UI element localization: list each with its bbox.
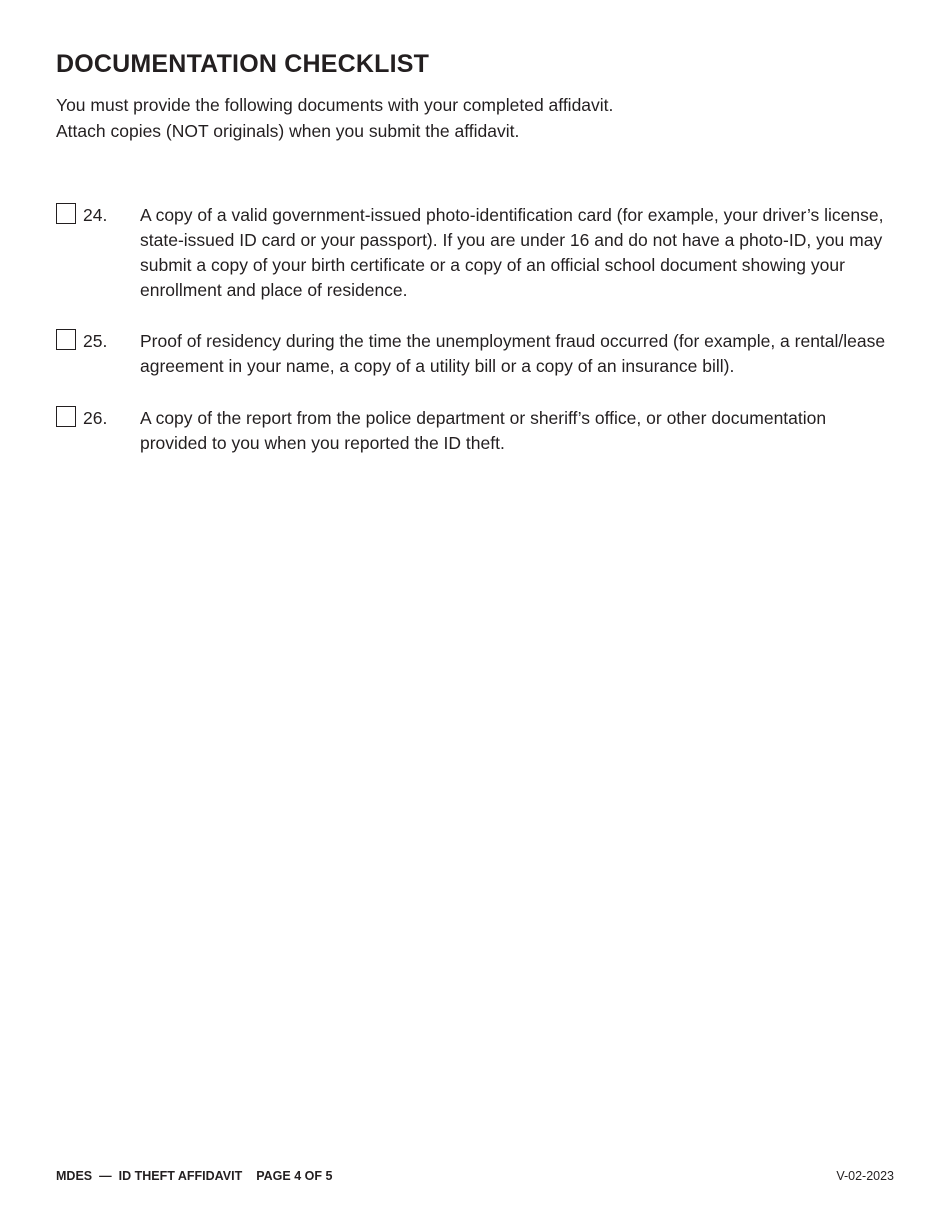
checklist-item-26: [56, 406, 896, 466]
footer-page-indicator: PAGE 4 OF 5: [256, 1169, 333, 1183]
footer-version: V-02-2023: [836, 1169, 894, 1183]
footer-agency: MDES: [56, 1169, 93, 1183]
documentation-checklist: [56, 203, 896, 466]
item-text: Proof of residency during the time the unemployment fraud occurred (for example, a rental/lease agreement in your name, a copy of a utility bill or a copy of an insurance bill).: [140, 331, 886, 376]
item-number: 24.: [83, 205, 108, 225]
item-text: A copy of a valid government-issued photo-identification card (for example, your driver’s license, state-issued ID card or your passport). If you are under 16 and do not have a photo-ID, you may submit a copy of your birth certificate or a copy of an official school document showing your enrollment and place of residence.: [140, 205, 884, 300]
checklist-item-25: [56, 329, 896, 406]
page-title: DOCUMENTATION CHECKLIST: [56, 50, 430, 78]
checkbox-item-26[interactable]: [56, 406, 76, 427]
intro-text: [56, 93, 896, 144]
item-number: 26.: [83, 408, 108, 428]
footer-form-name: ID THEFT AFFIDAVIT: [118, 1169, 243, 1183]
checklist-item-24: [56, 203, 896, 329]
item-number: 25.: [83, 331, 108, 351]
checkbox-item-24[interactable]: [56, 203, 76, 224]
footer-separator: —: [99, 1169, 112, 1183]
footer-form-info: [56, 1169, 332, 1183]
intro-line: You must provide the following documents with your completed affidavit.: [56, 95, 614, 115]
item-text: A copy of the report from the police department or sheriff’s office, or other documentation provided to you when you reported the ID theft.: [140, 408, 827, 453]
intro-line: Attach copies (NOT originals) when you submit the affidavit.: [56, 120, 520, 141]
checkbox-item-25[interactable]: [56, 329, 76, 350]
